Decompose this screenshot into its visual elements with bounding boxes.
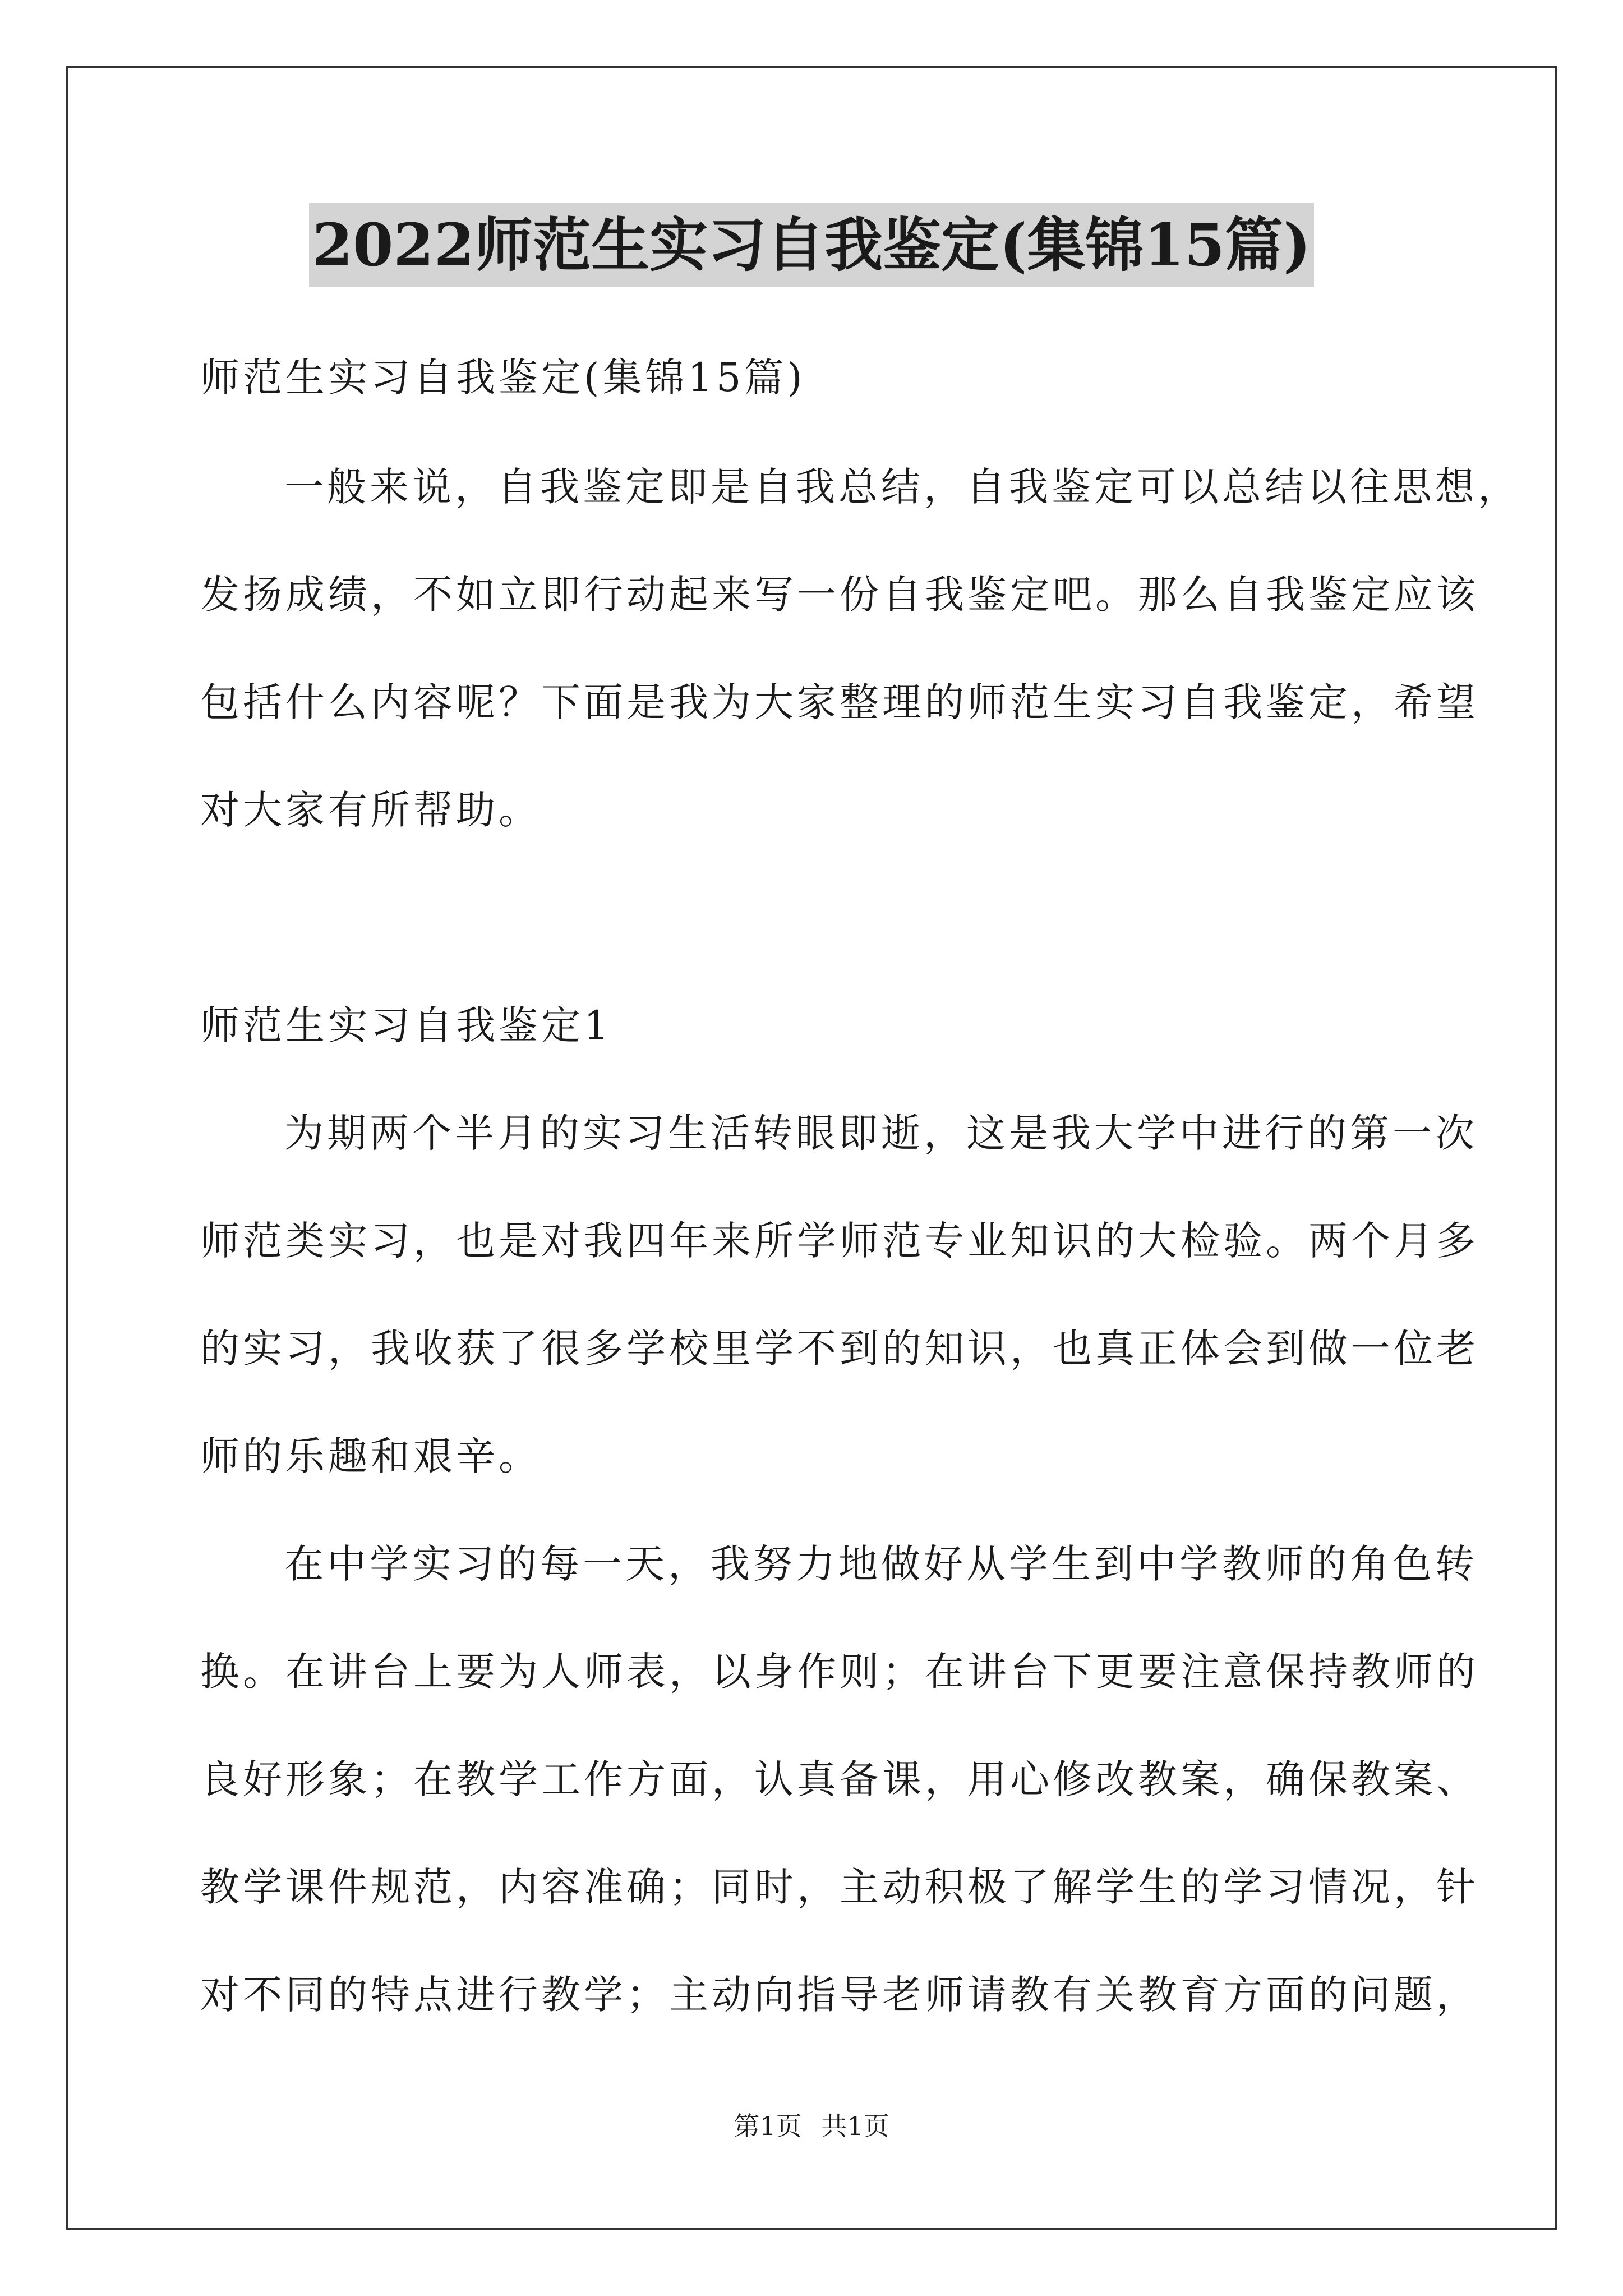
page-total: 共1页 [821,2111,889,2141]
paragraph-line: 良好形象；在教学工作方面，认真备课，用心修改教案，确保教案、 [200,1756,1479,1802]
paragraph-line: 为期两个半月的实习生活转眼即逝，这是我大学中进行的第一次 [284,1110,1478,1156]
paragraph-line: 对不同的特点进行教学；主动向指导老师请教有关教育方面的问题， [200,1972,1479,2018]
page-number: 第1页 [734,2111,802,2141]
paragraph-line: 在中学实习的每一天，我努力地做好从学生到中学教师的角色转 [284,1541,1478,1587]
intro-line: 发扬成绩，不如立即行动起来写一份自我鉴定吧。那么自我鉴定应该 [200,572,1479,618]
section-heading: 师范生实习自我鉴定1 [200,1002,612,1048]
paragraph-line: 师范类实习，也是对我四年来所学师范专业知识的大检验。两个月多 [200,1218,1479,1264]
page-footer [0,2109,1623,2143]
subtitle: 师范生实习自我鉴定(集锦15篇) [200,355,806,401]
paragraph-line: 师的乐趣和艰辛。 [200,1433,541,1479]
intro-line: 对大家有所帮助。 [200,787,541,833]
paragraph-line: 的实习，我收获了很多学校里学不到的知识，也真正体会到做一位老 [200,1326,1479,1372]
title-container [0,203,1623,287]
paragraph-line: 教学课件规范，内容准确；同时，主动积极了解学生的学习情况，针 [200,1864,1479,1910]
paragraph-line: 换。在讲台上要为人师表，以身作则；在讲台下更要注意保持教师的 [200,1649,1479,1695]
intro-line: 一般来说，自我鉴定即是自我总结，自我鉴定可以总结以往思想， [284,464,1520,510]
intro-line: 包括什么内容呢？下面是我为大家整理的师范生实习自我鉴定，希望 [200,679,1479,725]
document-title: 2022师范生实习自我鉴定(集锦15篇) [309,203,1315,287]
